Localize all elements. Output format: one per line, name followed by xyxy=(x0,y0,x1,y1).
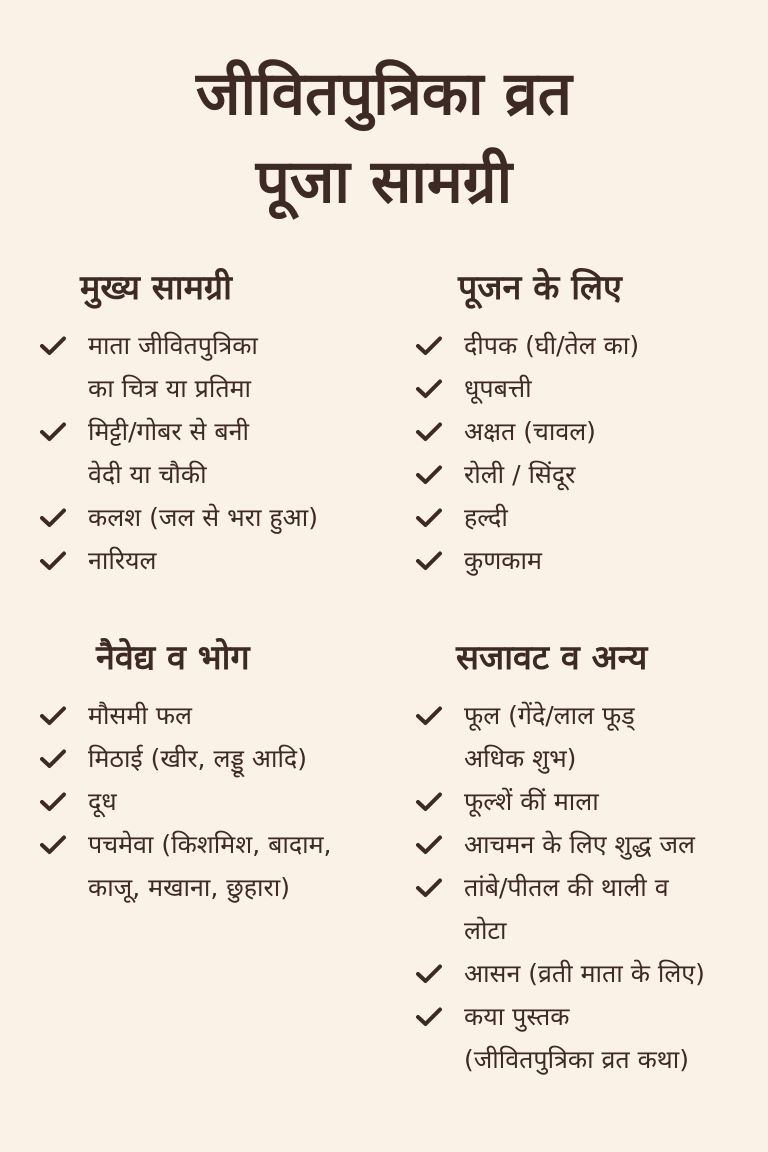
item-text xyxy=(464,780,761,823)
check-icon xyxy=(416,496,464,539)
item-text-line: अधिक शुभ) xyxy=(464,744,577,773)
item-text xyxy=(464,367,761,410)
section-heading: मुख्य सामग्री xyxy=(80,268,232,308)
list-item xyxy=(416,367,761,410)
item-text-line: तांबे/पीतल की थाली व xyxy=(464,873,669,902)
item-text-line: वेदी या चौकी xyxy=(88,460,207,489)
section-sajavat-anya xyxy=(416,636,761,1081)
check-icon xyxy=(40,410,88,453)
item-text xyxy=(464,995,761,1081)
list-item xyxy=(40,410,380,496)
check-icon xyxy=(416,410,464,453)
check-icon xyxy=(416,453,464,496)
list-item xyxy=(416,539,761,582)
item-text-line: मौसमी फल xyxy=(88,701,192,730)
item-text-line: पचमेवा (किशमिश, बादाम, xyxy=(88,830,332,859)
check-icon xyxy=(416,780,464,823)
list-item xyxy=(40,780,390,823)
list-item xyxy=(40,324,380,410)
item-text-line: धूपबत्ती xyxy=(464,374,532,403)
check-icon xyxy=(416,539,464,582)
item-text xyxy=(88,410,380,496)
check-icon xyxy=(40,737,88,780)
item-text-line: दूध xyxy=(88,787,117,816)
section-mukhya-samagri xyxy=(40,266,380,582)
check-icon xyxy=(40,780,88,823)
item-text xyxy=(88,496,380,539)
check-icon xyxy=(416,324,464,367)
item-text xyxy=(88,780,390,823)
item-text-line: कया पुस्तक xyxy=(464,1002,570,1031)
item-list xyxy=(416,324,761,582)
check-icon xyxy=(416,866,464,909)
item-text xyxy=(88,823,390,909)
title-line-2: पूजा सामग्री xyxy=(255,147,513,217)
check-icon xyxy=(416,823,464,866)
item-text-line: हल्दी xyxy=(464,503,508,532)
list-item xyxy=(40,823,390,909)
list-item xyxy=(40,737,390,780)
item-list xyxy=(416,694,761,1081)
item-text-line: लोटा xyxy=(464,916,507,945)
item-text-line: आसन (व्रती माता के लिए) xyxy=(464,959,705,988)
item-text xyxy=(464,453,761,496)
check-icon xyxy=(40,496,88,539)
list-item xyxy=(40,496,380,539)
list-item xyxy=(416,780,761,823)
item-text-line: कलश (जल से भरा हुआ) xyxy=(88,503,318,532)
item-text-line: कुणकाम xyxy=(464,546,542,575)
item-text-line: रोली / सिंदूर xyxy=(464,460,576,489)
list-item xyxy=(416,694,761,780)
list-item xyxy=(416,866,761,952)
check-icon xyxy=(416,952,464,995)
section-heading: नैवेद्य व भोग xyxy=(96,638,250,678)
item-text-line: फूल (गेंदे/लाल फूड् xyxy=(464,701,635,730)
item-text-line: नारियल xyxy=(88,546,157,575)
item-text xyxy=(464,823,761,866)
list-item xyxy=(416,324,761,367)
item-text xyxy=(88,324,380,410)
item-text-line: मिठाई (खीर, लड्डू आदि) xyxy=(88,744,307,773)
item-text xyxy=(464,952,761,995)
list-item xyxy=(416,952,761,995)
item-text-line: फूल्शें कीं माला xyxy=(464,787,599,816)
section-heading: पूजन के लिए xyxy=(458,268,622,308)
check-icon xyxy=(40,823,88,866)
check-icon xyxy=(416,995,464,1038)
item-text-line: (जीवितपुत्रिका व्रत कथा) xyxy=(464,1045,690,1074)
list-item xyxy=(40,694,390,737)
list-item xyxy=(416,823,761,866)
check-icon xyxy=(416,694,464,737)
item-text xyxy=(464,694,761,780)
section-heading: सजावट व अन्य xyxy=(456,638,648,678)
item-text xyxy=(464,866,761,952)
list-item xyxy=(40,539,380,582)
section-naivedya-bhog xyxy=(40,636,390,909)
check-icon xyxy=(40,539,88,582)
item-text xyxy=(464,324,761,367)
list-item xyxy=(416,410,761,453)
item-text-line: दीपक (घी/तेल का) xyxy=(464,331,640,360)
item-text-line: काजू, मखाना, छुहारा) xyxy=(88,873,290,902)
page-title xyxy=(0,50,768,226)
item-text xyxy=(88,737,390,780)
check-icon xyxy=(40,694,88,737)
list-item xyxy=(416,995,761,1081)
item-text xyxy=(88,539,380,582)
item-text-line: अक्षत (चावल) xyxy=(464,417,596,446)
section-poojan xyxy=(416,266,761,582)
item-text-line: माता जीवितपुत्रिका xyxy=(88,331,258,360)
item-text-line: आचमन के लिए शुद्ध जल xyxy=(464,830,695,859)
item-text xyxy=(464,539,761,582)
item-list xyxy=(40,324,380,582)
list-item xyxy=(416,496,761,539)
item-text-line: मिट्टी/गोबर से बनी xyxy=(88,417,250,446)
item-list xyxy=(40,694,390,909)
item-text xyxy=(88,694,390,737)
item-text-line: का चित्र या प्रतिमा xyxy=(88,374,252,403)
item-text xyxy=(464,496,761,539)
list-item xyxy=(416,453,761,496)
title-line-1: जीवितपुत्रिका व्रत xyxy=(196,59,572,129)
item-text xyxy=(464,410,761,453)
check-icon xyxy=(416,367,464,410)
check-icon xyxy=(40,324,88,367)
